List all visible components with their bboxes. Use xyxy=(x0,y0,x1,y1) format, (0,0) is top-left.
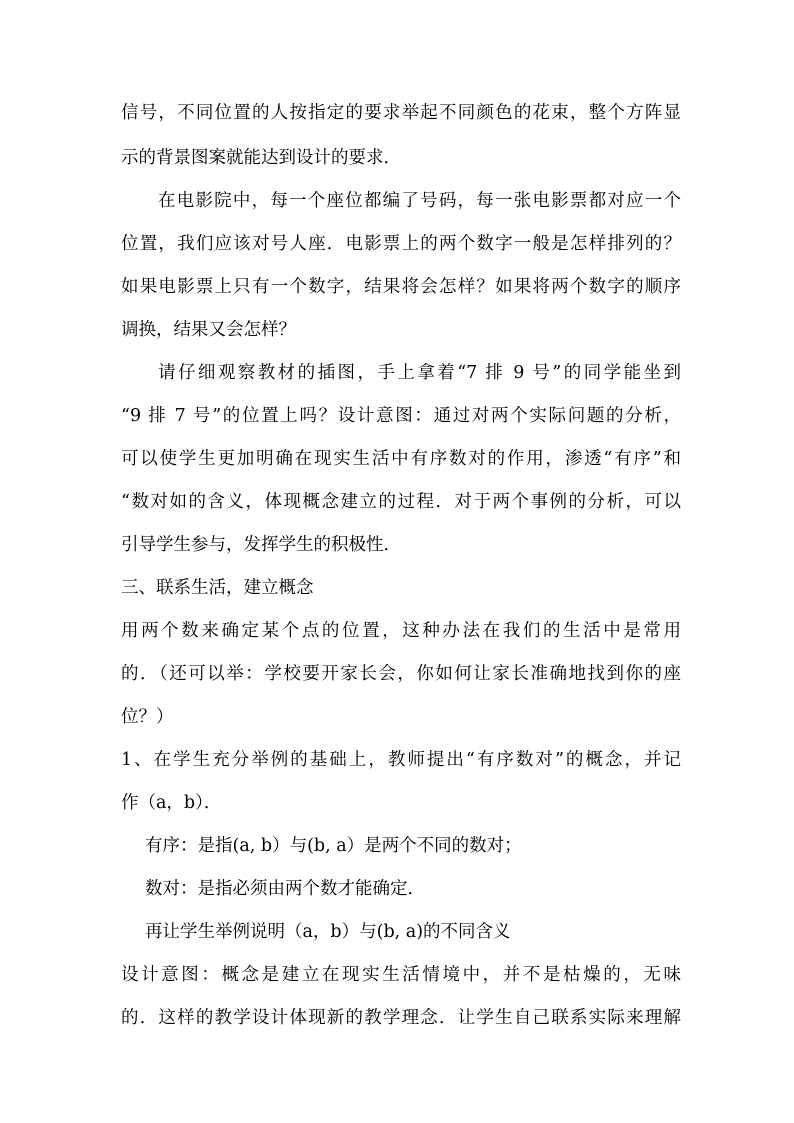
text-line: 位？） xyxy=(121,707,174,727)
text-line: 1、在学生充分举例的基础上，教师提出“有序数对”的概念，并记 xyxy=(121,750,681,770)
text-line: 信号，不同位置的人按指定的要求举起不同颜色的花束，整个方阵显 xyxy=(121,103,681,123)
text-line: 的．（还可以举：学校要开家长会，你如何让家长准确地找到你的座 xyxy=(121,664,681,684)
text-line: “数对如的含义，体现概念建立的过程．对于两个事例的分析，可以 xyxy=(121,492,681,512)
text-line: 再让学生举例说明（a，b）与(b, a)的不同含义 xyxy=(145,922,511,942)
text-line: 位置，我们应该对号人座．电影票上的两个数字一般是怎样排列的？ xyxy=(121,234,681,254)
text-line: 有序：是指(a, b）与(b, a）是两个不同的数对； xyxy=(145,836,522,856)
text-line: 作（a，b）． xyxy=(121,793,222,813)
text-line: 数对：是指必须由两个数才能确定． xyxy=(145,879,425,899)
section-heading: 三、联系生活，建立概念 xyxy=(121,578,314,598)
text-line: 的．这样的教学设计体现新的教学理念．让学生自己联系实际来理解 xyxy=(121,1008,681,1028)
text-line: “9 排 7 号”的位置上吗？设计意图：通过对两个实际问题的分析， xyxy=(121,406,681,426)
text-line: 请仔细观察教材的插图，手上拿着“7 排 9 号”的同学能坐到 xyxy=(158,363,681,383)
text-line: 在电影院中，每一个座位都编了号码，每一张电影票都对应一个 xyxy=(158,191,681,211)
text-line: 设计意图：概念是建立在现实生活情境中，并不是枯燥的，无味 xyxy=(121,965,681,985)
text-line: 示的背景图案就能达到设计的要求． xyxy=(121,148,401,168)
text-line: 引导学生参与，发挥学生的积极性． xyxy=(121,535,401,555)
text-line: 如果电影票上只有一个数字，结果将会怎样？如果将两个数字的顺序 xyxy=(121,277,681,297)
text-line: 可以使学生更加明确在现实生活中有序数对的作用，渗透“有序”和 xyxy=(121,449,681,469)
text-line: 调换，结果又会怎样？ xyxy=(121,320,296,340)
text-line: 用两个数来确定某个点的位置，这种办法在我们的生活中是常用 xyxy=(121,621,681,641)
